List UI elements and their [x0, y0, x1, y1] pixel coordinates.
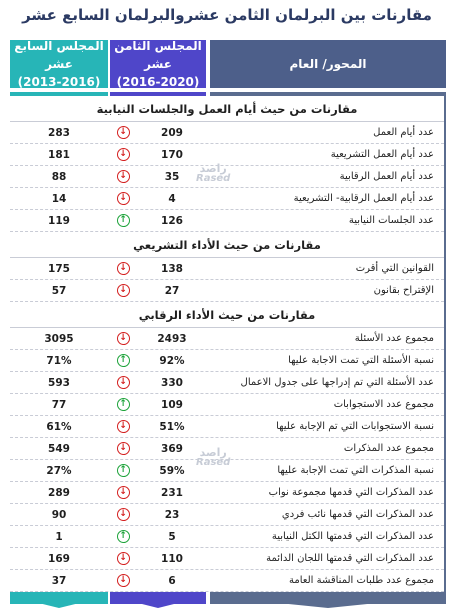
p18-value: 23 — [164, 508, 180, 521]
p18-value: 330 — [161, 376, 183, 389]
p18-value: 231 — [161, 486, 183, 499]
arrow-down-icon: ↓ — [117, 284, 130, 297]
table-row — [10, 504, 444, 526]
p17-value: 181 — [48, 148, 70, 161]
p17-value: 37 — [51, 574, 67, 587]
arrow-down-icon: ↓ — [117, 126, 130, 139]
arrow-down-icon: ↓ — [117, 332, 130, 345]
table-row — [10, 258, 444, 280]
arrow-up-icon: ↑ — [117, 464, 130, 477]
table-row — [10, 372, 444, 394]
arrow-up-icon: ↑ — [117, 398, 130, 411]
arrow-down-icon: ↓ — [117, 376, 130, 389]
p18-value: 126 — [161, 214, 183, 227]
header-p18-years: (2016-2020) — [116, 75, 200, 89]
arrow-down-icon: ↓ — [117, 552, 130, 565]
p17-column-tip — [10, 596, 108, 608]
row-label: مجموع عدد الاستجوابات — [333, 399, 434, 410]
row-label: نسبة الأسئلة التي تمت الاجابة عليها — [288, 355, 434, 366]
row-label: الإقتراح بقانون — [373, 285, 434, 296]
row-label: عدد الأسئلة التي تم إدراجها على جدول الاعمال — [240, 377, 434, 388]
p17-value: 169 — [48, 552, 70, 565]
p17-value: 71% — [46, 354, 72, 367]
p17-value: 27% — [46, 464, 72, 477]
row-label: عدد أيام العمل الرقابية- التشريعية — [293, 193, 434, 204]
p18-value: 209 — [161, 126, 183, 139]
arrow-down-icon: ↓ — [117, 574, 130, 587]
p17-value: 90 — [51, 508, 67, 521]
p17-value: 88 — [51, 170, 67, 183]
p17-value: 61% — [46, 420, 72, 433]
table-row — [10, 526, 444, 548]
p18-value: 51% — [159, 420, 185, 433]
p17-value: 289 — [48, 486, 70, 499]
arrow-down-icon: ↓ — [117, 192, 130, 205]
row-label: عدد أيام العمل — [373, 127, 434, 138]
p17-value: 1 — [55, 530, 63, 543]
header-p18-name: المجلس الثامن عشر — [114, 39, 202, 71]
row-label: عدد المذكرات التي قدمها مجموعة نواب — [268, 487, 434, 498]
row-label: عدد المذكرات التي قدمها نائب فردي — [281, 509, 434, 520]
p18-column-tip — [110, 596, 206, 608]
watermark-logo: راصد Rased — [196, 162, 231, 184]
header-axis — [210, 40, 446, 88]
arrow-down-icon: ↓ — [117, 262, 130, 275]
watermark-logo: راصد Rased — [196, 446, 231, 468]
p18-value: 27 — [164, 284, 180, 297]
page-title: مقارنات بين البرلمان الثامن عشروالبرلمان السابع عشر — [22, 6, 432, 24]
row-label: عدد الجلسات النيابية — [348, 215, 434, 226]
table-row — [10, 570, 444, 592]
header-axis-label: المحور/ العام — [289, 57, 367, 71]
p18-value: 35 — [164, 170, 180, 183]
p17-value: 283 — [48, 126, 70, 139]
table-row — [10, 482, 444, 504]
row-label: القوانين التي أقرت — [355, 263, 434, 274]
arrow-down-icon: ↓ — [117, 148, 130, 161]
table-row — [10, 188, 444, 210]
table-row — [10, 144, 444, 166]
row-label: مجموع عدد طلبات المناقشة العامة — [288, 575, 434, 586]
arrow-down-icon: ↓ — [117, 486, 130, 499]
section-title: مقارنات من حيث أيام العمل والجلسات النيابية — [10, 96, 444, 122]
p18-value: 4 — [168, 192, 176, 205]
p17-value: 549 — [48, 442, 70, 455]
p17-value: 175 — [48, 262, 70, 275]
p18-value: 59% — [159, 464, 185, 477]
row-label: مجموع عدد المذكرات — [343, 443, 434, 454]
p18-value: 6 — [168, 574, 176, 587]
arrow-down-icon: ↓ — [117, 508, 130, 521]
arrow-down-icon: ↓ — [117, 420, 130, 433]
table-row — [10, 280, 444, 302]
row-label: مجموع عدد الأسئلة — [354, 333, 434, 344]
p17-value: 3095 — [44, 332, 74, 345]
p17-value: 14 — [51, 192, 67, 205]
row-label: عدد المذكرات التي قدمتها الكتل النيابية — [271, 531, 434, 542]
table-row — [10, 394, 444, 416]
row-label: عدد أيام العمل التشريعية — [330, 149, 434, 160]
table-row — [10, 210, 444, 232]
row-label: نسبة الاستجوابات التي تم الإجابة عليها — [276, 421, 434, 432]
table-row — [10, 548, 444, 570]
p18-value: 109 — [161, 398, 183, 411]
arrow-up-icon: ↑ — [117, 214, 130, 227]
row-label: نسبة المذكرات التي تمت الإجابة عليها — [277, 465, 434, 476]
p18-value: 138 — [161, 262, 183, 275]
p17-value: 119 — [48, 214, 70, 227]
header-p17-name: المجلس السابع عشر — [14, 39, 104, 71]
section-title: مقارنات من حيث الأداء الرقابي — [10, 302, 444, 328]
table-row — [10, 122, 444, 144]
header-p17-years: (2013-2016) — [17, 75, 101, 89]
p17-value: 77 — [51, 398, 67, 411]
table-row — [10, 328, 444, 350]
row-label: عدد أيام العمل الرقابية — [339, 171, 434, 182]
p18-value: 369 — [161, 442, 183, 455]
p18-value: 110 — [161, 552, 183, 565]
axis-column-tip — [210, 596, 446, 608]
p18-value: 92% — [159, 354, 185, 367]
arrow-down-icon: ↓ — [117, 170, 130, 183]
p18-value: 170 — [161, 148, 183, 161]
arrow-down-icon: ↓ — [117, 442, 130, 455]
p18-value: 2493 — [157, 332, 187, 345]
p17-value: 593 — [48, 376, 70, 389]
header-parliament-17 — [10, 40, 108, 88]
p17-value: 57 — [51, 284, 67, 297]
arrow-up-icon: ↑ — [117, 530, 130, 543]
p18-value: 5 — [168, 530, 176, 543]
header-parliament-18 — [110, 40, 206, 88]
row-label: عدد المذكرات التي قدمتها اللجان الدائمة — [266, 553, 434, 564]
table-row — [10, 350, 444, 372]
section-title: مقارنات من حيث الأداء التشريعي — [10, 232, 444, 258]
table-row — [10, 416, 444, 438]
arrow-up-icon: ↑ — [117, 354, 130, 367]
